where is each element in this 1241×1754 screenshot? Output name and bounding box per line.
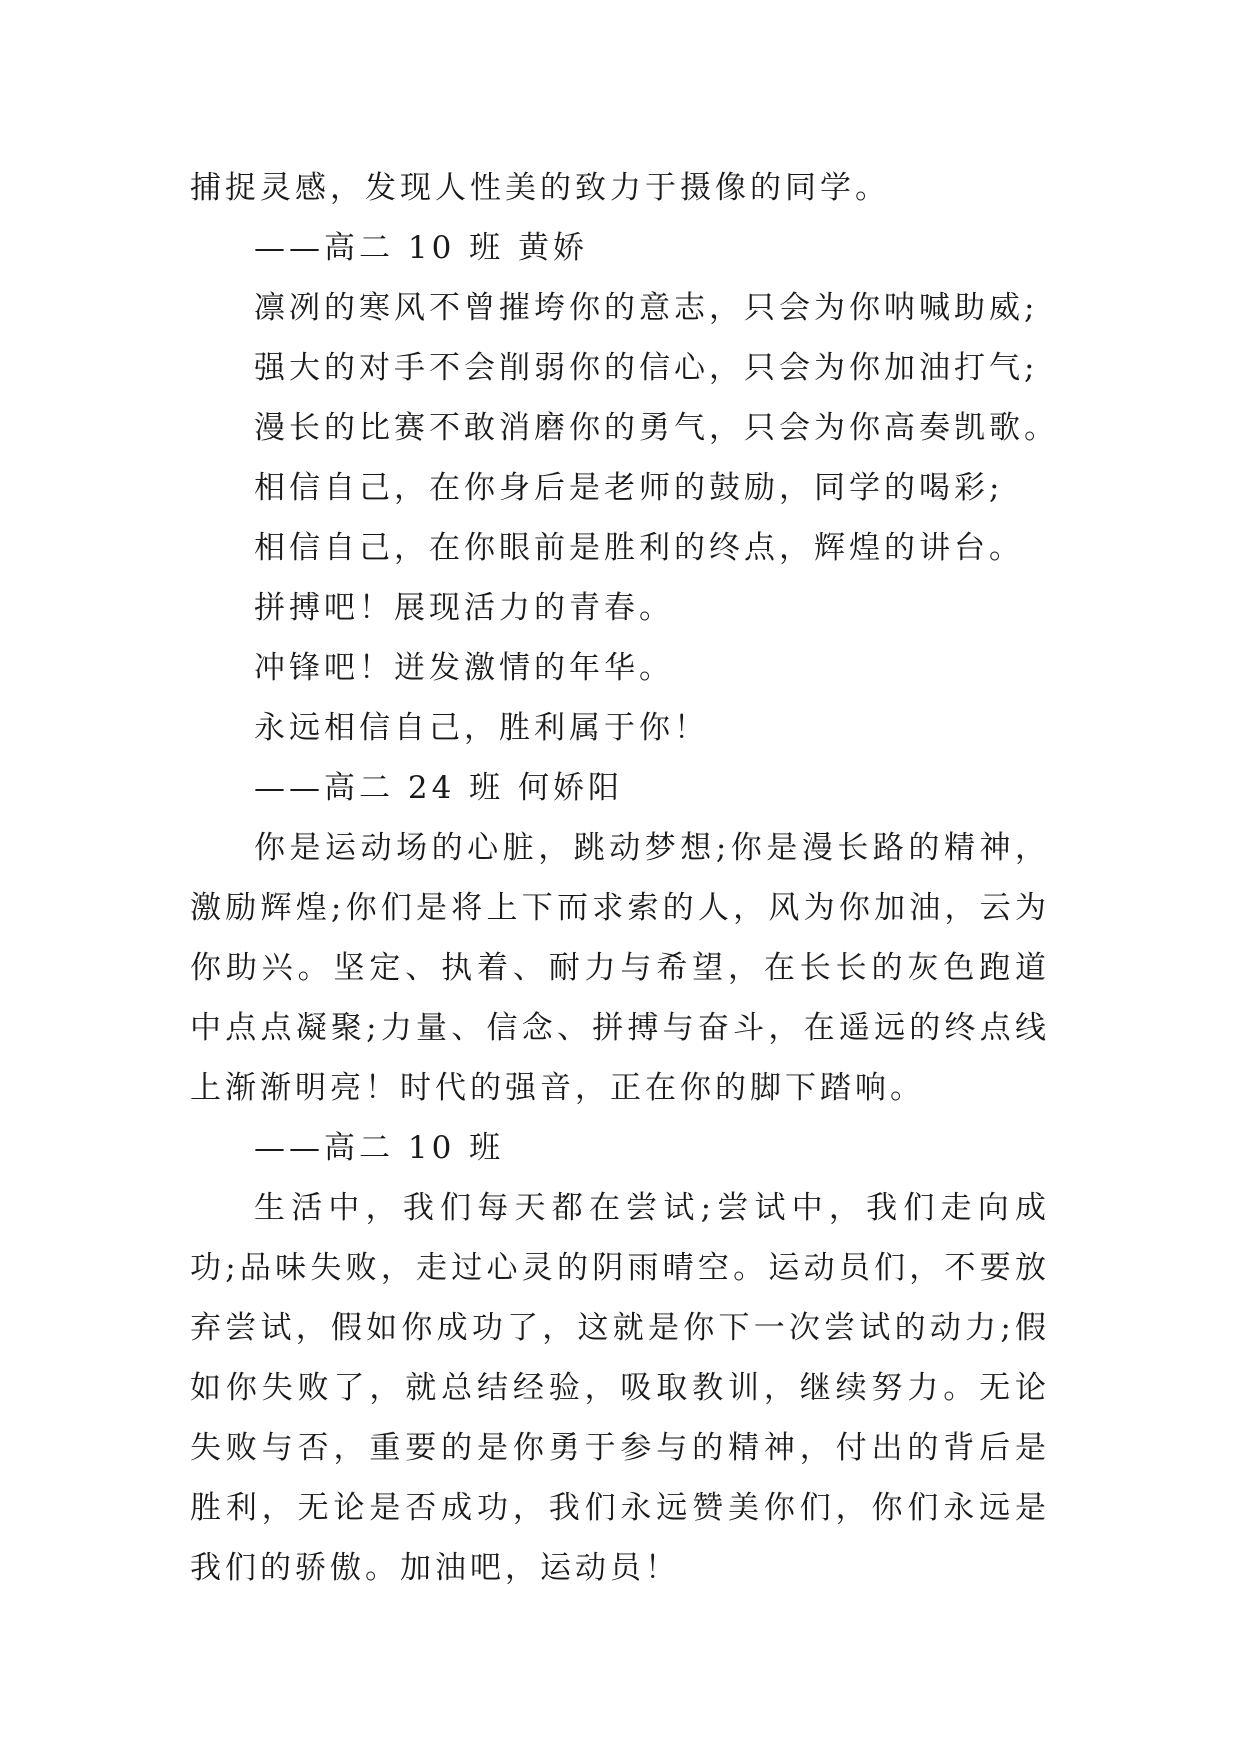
text-line: 强大的对手不会削弱你的信心，只会为你加油打气; <box>254 350 1039 386</box>
signature-line: ——高二 10 班 黄娇 <box>254 230 589 266</box>
text-line: 拼搏吧！展现活力的青春。 <box>254 590 674 626</box>
document-body <box>190 158 1059 1598</box>
text-line: 永远相信自己，胜利属于你！ <box>254 710 709 746</box>
signature-line: ——高二 24 班 何娇阳 <box>254 770 624 806</box>
paragraph: 生活中，我们每天都在尝试;尝试中，我们走向成功;品味失败，走过心灵的阴雨晴空。运动员们，不要放弃尝试，假如你成功了，这就是你下一次尝试的动力;假如你失败了，就总结经验，吸取教训，继续努力。无论失败与否，重要的是你勇于参与的精神，付出的背后是胜利，无论是否成功，我们永远赞美你们，你们永远是我们的骄傲。加油吧，运动员！ <box>190 1190 1050 1586</box>
signature-line: ——高二 10 班 <box>254 1130 505 1166</box>
text-line: 凛冽的寒风不曾摧垮你的意志，只会为你呐喊助威; <box>254 290 1039 326</box>
paragraph: 你是运动场的心脏，跳动梦想;你是漫长路的精神，激励辉煌;你们是将上下而求索的人，风为你加油，云为你助兴。坚定、执着、耐力与希望，在长长的灰色跑道中点点凝聚;力量、信念、拼搏与奋斗，在遥远的终点线上渐渐明亮！时代的强音，正在你的脚下踏响。 <box>190 830 1050 1106</box>
text-line: 相信自己，在你身后是老师的鼓励，同学的喝彩; <box>254 470 1004 506</box>
text-line: 相信自己，在你眼前是胜利的终点，辉煌的讲台。 <box>254 530 1024 566</box>
text-line: 漫长的比赛不敢消磨你的勇气，只会为你高奏凯歌。 <box>254 410 1059 446</box>
text-line: 捕捉灵感，发现人性美的致力于摄像的同学。 <box>190 170 890 206</box>
text-line: 冲锋吧！迸发激情的年华。 <box>254 650 674 686</box>
